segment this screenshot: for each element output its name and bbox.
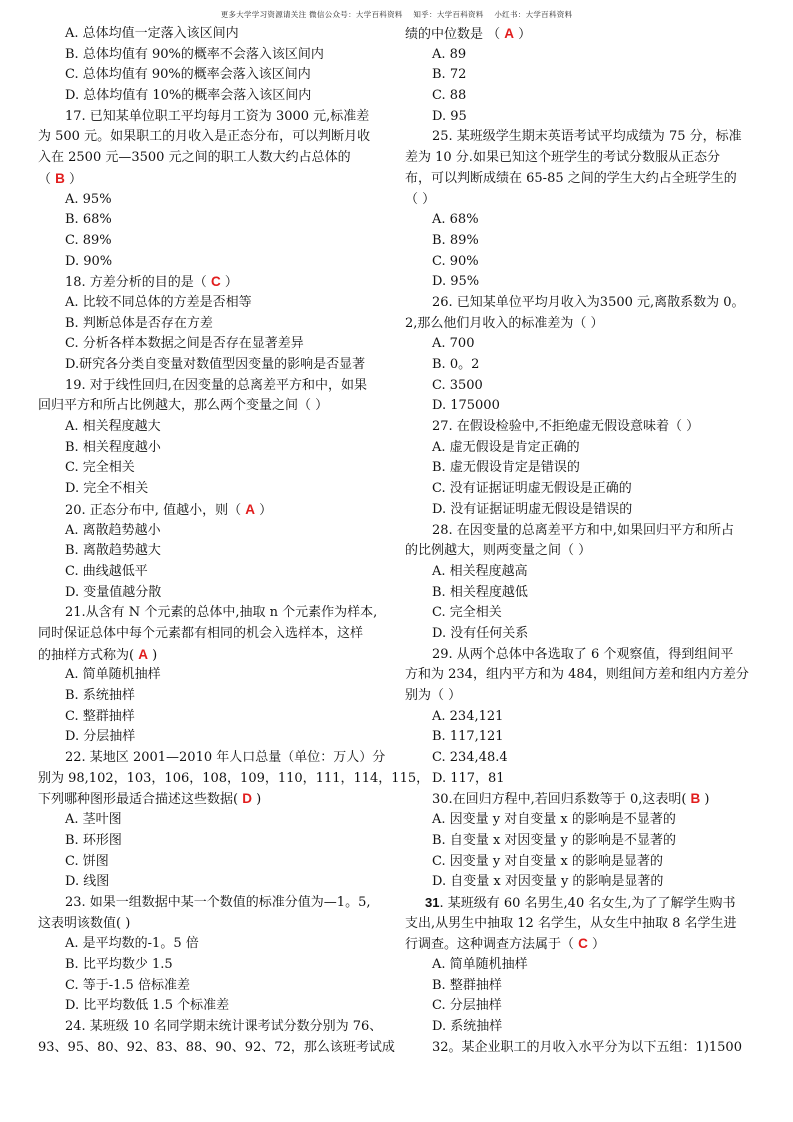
line-text: B. 总体均值有 90%的概率不会落入该区间内 xyxy=(65,46,324,62)
line-text: A. 相关程度越高 xyxy=(432,563,528,579)
line-text: B. 0。2 xyxy=(432,357,480,372)
question-text-continued xyxy=(405,665,763,686)
question-text-continued xyxy=(38,624,396,645)
answer-option xyxy=(405,1017,763,1038)
question-text xyxy=(405,417,763,438)
answer-option xyxy=(38,955,396,976)
answer-option xyxy=(38,872,396,893)
question-text xyxy=(405,127,763,148)
answer-option xyxy=(38,541,396,562)
right-column xyxy=(405,24,763,1058)
answer-option xyxy=(38,231,396,252)
line-text: B. 虚无假设肯定是错误的 xyxy=(432,460,580,476)
line-text: A. 简单随机抽样 xyxy=(65,667,161,683)
line-text: A. 是平均数的-1。5 倍 xyxy=(65,936,199,952)
line-text: D. 175000 xyxy=(432,398,500,414)
question-text-continued xyxy=(38,914,396,935)
line-text: 19. 对于线性回归,在因变量的总离差平方和中，如果 xyxy=(65,377,367,393)
answer-option xyxy=(405,996,763,1017)
line-text: B. 比平均数少 1.5 xyxy=(65,956,173,972)
question-text-continued xyxy=(405,148,763,169)
answer-option xyxy=(38,45,396,66)
answer-option xyxy=(38,562,396,583)
line-text: C. 89% xyxy=(65,232,112,248)
question-text-continued xyxy=(405,169,763,190)
question-text xyxy=(38,1017,396,1038)
question-bracket-close: ） xyxy=(514,27,532,42)
question-text xyxy=(405,789,763,810)
question-text xyxy=(405,521,763,542)
answer-option xyxy=(38,707,396,728)
question-text xyxy=(405,645,763,666)
answer-option xyxy=(38,334,396,355)
answer-option xyxy=(38,665,396,686)
answer-option xyxy=(38,210,396,231)
answer-option xyxy=(405,583,763,604)
answer-option xyxy=(405,955,763,976)
line-text: . 某班级有 60 名男生,40 名女生,为了了解学生购书 xyxy=(439,895,736,911)
answer-option xyxy=(38,314,396,335)
line-text: 2,那么他们月收入的标准差为（ ） xyxy=(405,315,604,331)
answer-option xyxy=(38,583,396,604)
answer-option xyxy=(38,996,396,1017)
line-text: B. 自变量 x 对因变量 y 的影响是不显著的 xyxy=(432,832,677,848)
answer-option xyxy=(405,500,763,521)
answer-option xyxy=(38,686,396,707)
line-text: C. 等于-1.5 倍标准差 xyxy=(65,977,190,993)
left-column xyxy=(38,24,430,1058)
line-text: 28. 在因变量的总离差平方和中,如果回归平方和所占 xyxy=(432,522,734,538)
question-text-continued xyxy=(405,541,763,562)
line-text: D. 95% xyxy=(432,274,480,290)
question-text-continued xyxy=(38,769,430,790)
question-stem: 行调查。这种调查方法属于（ xyxy=(405,937,579,953)
question-text-continued xyxy=(38,396,396,417)
line-text: C. 整群抽样 xyxy=(65,708,135,724)
line-text: 22. 某地区 2001—2010 年人口总量（单位：万人）分 xyxy=(65,750,386,766)
question-text xyxy=(38,603,396,624)
line-text: 26. 已知某单位平均月收入为3500 元,离散系数为 0。 xyxy=(432,294,745,310)
line-text: D. 90% xyxy=(65,253,113,269)
line-text: 差为 10 分.如果已知这个班学生的考试分数服从正态分 xyxy=(405,150,720,166)
question-text xyxy=(38,893,396,914)
question-bracket-close: ) xyxy=(147,647,158,663)
line-text: 27. 在假设检验中,不拒绝虚无假设意味着（ ） xyxy=(432,419,700,435)
line-text: A. 68% xyxy=(432,212,479,228)
question-stem: （ xyxy=(38,171,56,187)
question-bracket-close: ） xyxy=(254,502,273,518)
line-text: （ ） xyxy=(405,191,436,207)
question-stem: 下列哪种图形最适合描述这些数据( xyxy=(38,792,243,808)
answer-option xyxy=(38,293,396,314)
answer-option xyxy=(405,562,763,583)
line-text: 为 500 元。如果职工的月收入是正态分布，可以判断月收 xyxy=(38,129,371,145)
line-text: D. 变量值越分散 xyxy=(65,584,162,600)
line-text: C. 饼图 xyxy=(65,853,109,869)
answer-option xyxy=(405,376,763,397)
line-text: C. 234,48.4 xyxy=(432,750,508,766)
line-text: C. 因变量 y 对自变量 x 的影响是显著的 xyxy=(432,853,663,869)
answer-option xyxy=(405,355,763,376)
question-text-continued xyxy=(405,934,763,955)
line-text: 93、95、80、92、83、88、90、92、72，那么该班考试成 xyxy=(38,1039,395,1055)
answer-key: A xyxy=(245,501,255,517)
answer-option xyxy=(38,521,396,542)
line-text: A. 总体均值一定落入该区间内 xyxy=(65,26,239,41)
line-text: 17. 已知某单位职工平均每月工资为 3000 元,标准差 xyxy=(65,108,370,124)
question-text-continued xyxy=(405,914,763,935)
line-text: B. 判断总体是否存在方差 xyxy=(65,315,213,331)
line-text: D. 117，81 xyxy=(432,770,505,786)
line-text: 23. 如果一组数据中某一个数值的标准分值为—1。5, xyxy=(65,894,371,910)
answer-option xyxy=(405,748,763,769)
line-text: C. 完全相关 xyxy=(432,605,502,621)
line-text: 32。某企业职工的月收入水平分为以下五组：1)1500 xyxy=(432,1039,742,1055)
line-text: B. 整群抽样 xyxy=(432,977,502,993)
answer-option xyxy=(405,624,763,645)
answer-option xyxy=(405,334,763,355)
answer-key: A xyxy=(138,646,148,662)
answer-option xyxy=(405,231,763,252)
answer-option xyxy=(405,479,763,500)
line-text: 24. 某班级 10 名同学期末统计课考试分数分别为 76、 xyxy=(65,1019,383,1034)
answer-option xyxy=(38,355,396,376)
line-text: D. 比平均数低 1.5 个标准差 xyxy=(65,998,230,1014)
line-text: D. 系统抽样 xyxy=(432,1019,503,1034)
line-text: A. 相关程度越大 xyxy=(65,419,161,435)
line-text: D. 线图 xyxy=(65,874,110,890)
question-stem: 的抽样方式称为( xyxy=(38,647,139,663)
answer-option xyxy=(405,831,763,852)
answer-option xyxy=(38,810,396,831)
answer-option xyxy=(405,852,763,873)
line-text: A. 234,121 xyxy=(432,708,504,724)
question-text-continued xyxy=(38,127,396,148)
answer-option xyxy=(405,396,763,417)
line-text: D.研究各分类自变量对数值型因变量的影响是否显著 xyxy=(65,357,366,372)
answer-option xyxy=(405,810,763,831)
line-text: 29. 从两个总体中各选取了 6 个观察值，得到组间平 xyxy=(432,646,734,662)
line-text: C. 总体均值有 90%的概率会落入该区间内 xyxy=(65,67,311,83)
question-text-continued xyxy=(38,789,396,810)
answer-option xyxy=(38,479,396,500)
answer-option xyxy=(38,24,396,45)
line-text: A. 95% xyxy=(65,191,112,207)
question-stem: 20. 正态分布中, 值越小，则（ xyxy=(65,502,246,518)
line-text: D. 分层抽样 xyxy=(65,729,136,745)
answer-key: A xyxy=(504,26,515,41)
line-text: A. 89 xyxy=(432,46,467,62)
answer-option xyxy=(405,458,763,479)
question-bracket-close: ） xyxy=(220,275,238,291)
question-bracket-close: ） xyxy=(64,171,83,187)
line-text: D. 没有任何关系 xyxy=(432,625,529,641)
line-text: D. 95 xyxy=(432,108,467,124)
question-text-continued xyxy=(405,686,763,707)
line-text: 支出,从男生中抽取 12 名学生，从女生中抽取 8 名学生进 xyxy=(405,915,737,931)
line-text: D. 总体均值有 10%的概率会落入该区间内 xyxy=(65,88,312,104)
line-text: 别为（ ） xyxy=(405,688,462,703)
answer-option xyxy=(38,86,396,107)
answer-option xyxy=(38,438,396,459)
answer-option xyxy=(38,65,396,86)
line-text: C. 没有证据证明虚无假设是正确的 xyxy=(432,481,632,497)
question-stem: 18. 方差分析的目的是（ xyxy=(65,275,211,291)
line-text: B. 89% xyxy=(432,232,479,248)
line-text: 这表明该数值( ) xyxy=(38,915,131,931)
line-text: A. 离散趋势越小 xyxy=(65,522,161,538)
answer-option xyxy=(38,852,396,873)
question-text-continued xyxy=(38,645,396,666)
answer-key: C xyxy=(578,936,588,952)
page-header-watermark: 更多大学学习资源请关注 微信公众号：大学百科资料 知乎：大学百科资料 小红书：大学百科资料 xyxy=(220,10,573,19)
question-text-continued xyxy=(38,169,396,190)
question-text xyxy=(405,1038,763,1059)
line-text: C. 完全相关 xyxy=(65,460,135,476)
line-text: A. 比较不同总体的方差是否相等 xyxy=(65,294,252,310)
answer-key: D xyxy=(242,791,252,807)
question-text xyxy=(38,272,396,293)
question-text xyxy=(38,500,396,521)
line-text: A. 700 xyxy=(432,336,475,352)
answer-key: B xyxy=(55,170,65,186)
question-stem: 30.在回归方程中,若回归系数等于 0,这表明( xyxy=(432,792,691,808)
question-stem: 绩的中位数是 （ xyxy=(405,27,505,42)
question-text xyxy=(405,293,763,314)
line-text: 回归平方和所占比例越大，那么两个变量之间（ ） xyxy=(38,398,329,414)
line-text: D. 自变量 x 对因变量 y 的影响是显著的 xyxy=(432,874,664,890)
line-text: B. 72 xyxy=(432,67,467,83)
answer-option xyxy=(405,438,763,459)
answer-option xyxy=(38,252,396,273)
answer-option xyxy=(405,769,763,790)
answer-option xyxy=(38,190,396,211)
line-text: B. 相关程度越小 xyxy=(65,439,161,455)
line-text: C. 分层抽样 xyxy=(432,998,502,1014)
line-text: D. 完全不相关 xyxy=(65,481,149,497)
line-text: C. 3500 xyxy=(432,377,483,393)
question-text xyxy=(38,107,396,128)
answer-option xyxy=(405,872,763,893)
answer-option xyxy=(405,976,763,997)
answer-option xyxy=(38,417,396,438)
answer-option xyxy=(38,458,396,479)
answer-option xyxy=(405,727,763,748)
line-text: B. 68% xyxy=(65,212,112,228)
answer-option xyxy=(38,831,396,852)
question-bracket-close: ） xyxy=(587,937,606,953)
answer-option xyxy=(405,45,763,66)
line-text: 别为 98,102，103，106，108，109，110，111，114，115， xyxy=(38,770,430,786)
answer-option xyxy=(405,707,763,728)
line-text: 布，可以判断成绩在 65-85 之间的学生大约占全班学生的 xyxy=(405,170,737,186)
question-bracket-close: ) xyxy=(251,792,262,808)
answer-option xyxy=(405,603,763,624)
question-text xyxy=(405,893,763,914)
line-text: B. 117,121 xyxy=(432,729,504,745)
answer-option xyxy=(405,65,763,86)
line-text: C. 分析各样本数据之间是否存在显著差异 xyxy=(65,336,304,352)
line-text: A. 虚无假设是肯定正确的 xyxy=(432,439,580,455)
question-text xyxy=(38,376,396,397)
answer-option xyxy=(38,976,396,997)
line-text: B. 相关程度越低 xyxy=(432,584,528,600)
line-text: B. 环形图 xyxy=(65,832,122,848)
question-text-continued xyxy=(405,24,763,45)
line-text: 入在 2500 元—3500 元之间的职工人数大约占总体的 xyxy=(38,150,351,166)
line-text: B. 离散趋势越大 xyxy=(65,543,161,559)
line-text: 同时保证总体中每个元素都有相同的机会入选样本，这样 xyxy=(38,625,364,641)
line-text: A. 因变量 y 对自变量 x 的影响是不显著的 xyxy=(432,812,676,828)
answer-key: C xyxy=(210,274,221,290)
line-text: 方和为 234，组内平方和为 484，则组间方差和组内方差分 xyxy=(405,667,749,683)
answer-option xyxy=(38,934,396,955)
line-text: C. 90% xyxy=(432,253,479,269)
answer-option xyxy=(405,107,763,128)
line-text: 25. 某班级学生期末英语考试平均成绩为 75 分，标准 xyxy=(432,129,742,145)
line-text: C. 88 xyxy=(432,88,467,104)
question-text xyxy=(38,748,396,769)
answer-option xyxy=(405,210,763,231)
answer-option xyxy=(405,252,763,273)
line-text: A. 茎叶图 xyxy=(65,812,122,828)
question-text-continued xyxy=(405,190,763,211)
line-text: C. 曲线越低平 xyxy=(65,563,148,579)
question-text-continued xyxy=(38,1038,396,1059)
line-text: B. 系统抽样 xyxy=(65,688,135,703)
answer-option xyxy=(405,272,763,293)
question-number: 31 xyxy=(425,894,440,910)
question-text-continued xyxy=(405,314,763,335)
answer-option xyxy=(405,86,763,107)
answer-key: B xyxy=(690,791,701,807)
line-text: A. 简单随机抽样 xyxy=(432,956,528,972)
line-text: 21.从含有 N 个元素的总体中,抽取 n 个元素作为样本, xyxy=(65,605,378,621)
line-text: D. 没有证据证明虚无假设是错误的 xyxy=(432,501,633,517)
question-text-continued xyxy=(38,148,396,169)
line-text: 的比例越大，则两变量之间（ ） xyxy=(405,543,592,559)
answer-option xyxy=(38,727,396,748)
question-bracket-close: ) xyxy=(700,792,710,808)
